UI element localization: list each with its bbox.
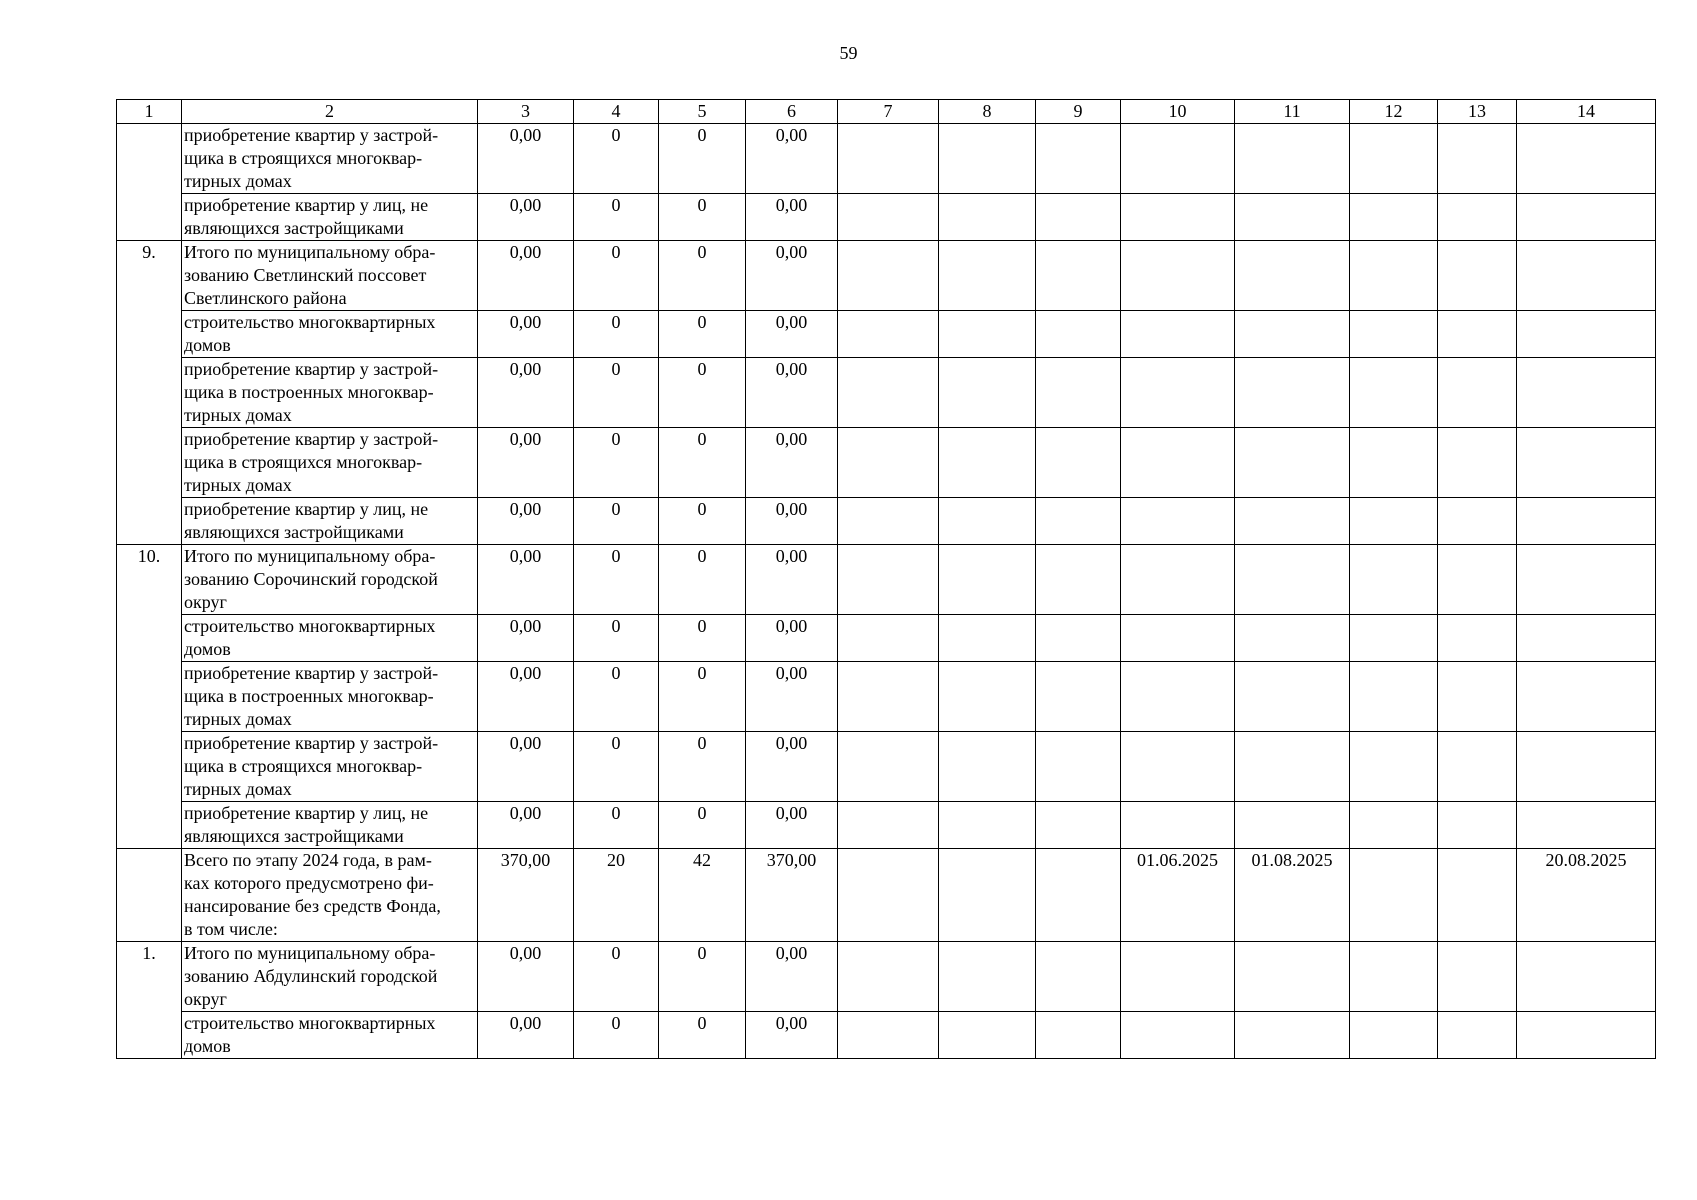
count-cell: 0: [574, 732, 659, 802]
count-cell: 0: [574, 428, 659, 498]
description-cell: приобретение квартир у застрой- щика в построенных многоквар- тирных домах: [182, 358, 478, 428]
amount-cell: 0,00: [746, 942, 838, 1012]
empty-cell: [1438, 732, 1517, 802]
empty-cell: [838, 732, 939, 802]
date-cell: [1517, 942, 1656, 1012]
amount-cell: 0,00: [746, 124, 838, 194]
empty-cell: [1438, 498, 1517, 545]
date-cell: [1121, 311, 1235, 358]
count-cell: 0: [659, 662, 746, 732]
empty-cell: [939, 241, 1036, 311]
amount-cell: 0,00: [478, 498, 574, 545]
empty-cell: [1350, 124, 1438, 194]
date-cell: [1121, 194, 1235, 241]
date-cell: [1235, 942, 1350, 1012]
date-cell: [1235, 802, 1350, 849]
empty-cell: [1438, 1012, 1517, 1059]
empty-cell: [838, 358, 939, 428]
amount-cell: 0,00: [746, 1012, 838, 1059]
date-cell: [1517, 358, 1656, 428]
amount-cell: 0,00: [746, 241, 838, 311]
header-cell: 11: [1235, 100, 1350, 124]
header-cell: 3: [478, 100, 574, 124]
date-cell: [1517, 545, 1656, 615]
date-cell: [1517, 194, 1656, 241]
count-cell: 0: [659, 358, 746, 428]
empty-cell: [1350, 241, 1438, 311]
header-cell: 13: [1438, 100, 1517, 124]
date-cell: [1121, 498, 1235, 545]
date-cell: [1121, 732, 1235, 802]
amount-cell: 0,00: [746, 358, 838, 428]
table-row: [117, 662, 1656, 732]
empty-cell: [838, 194, 939, 241]
count-cell: 0: [659, 124, 746, 194]
empty-cell: [1036, 615, 1121, 662]
empty-cell: [1350, 942, 1438, 1012]
empty-cell: [838, 849, 939, 942]
count-cell: 0: [574, 124, 659, 194]
date-cell: [1517, 241, 1656, 311]
amount-cell: 0,00: [746, 545, 838, 615]
date-cell: [1121, 942, 1235, 1012]
date-cell: [1235, 615, 1350, 662]
count-cell: 20: [574, 849, 659, 942]
empty-cell: [939, 802, 1036, 849]
description-cell: Итого по муниципальному обра- зованию Светлинский поссовет Светлинского района: [182, 241, 478, 311]
header-cell: 4: [574, 100, 659, 124]
date-cell: 20.08.2025: [1517, 849, 1656, 942]
table-row: [117, 241, 1656, 311]
empty-cell: [1036, 849, 1121, 942]
table-row: [117, 615, 1656, 662]
amount-cell: 0,00: [478, 802, 574, 849]
empty-cell: [838, 662, 939, 732]
amount-cell: 0,00: [746, 498, 838, 545]
empty-cell: [1438, 662, 1517, 732]
empty-cell: [1036, 1012, 1121, 1059]
date-cell: [1235, 358, 1350, 428]
amount-cell: 370,00: [746, 849, 838, 942]
count-cell: 0: [659, 732, 746, 802]
empty-cell: [1438, 428, 1517, 498]
amount-cell: 0,00: [478, 311, 574, 358]
header-cell: 1: [117, 100, 182, 124]
row-number-cell: 1.: [117, 942, 182, 1059]
date-cell: [1121, 241, 1235, 311]
row-number-cell: 9.: [117, 241, 182, 545]
empty-cell: [1036, 545, 1121, 615]
empty-cell: [939, 311, 1036, 358]
description-cell: Итого по муниципальному обра- зованию Сорочинский городской округ: [182, 545, 478, 615]
amount-cell: 0,00: [478, 942, 574, 1012]
description-cell: приобретение квартир у лиц, не являющихся застройщиками: [182, 802, 478, 849]
header-cell: 7: [838, 100, 939, 124]
date-cell: [1517, 802, 1656, 849]
empty-cell: [1350, 615, 1438, 662]
empty-cell: [939, 428, 1036, 498]
date-cell: [1121, 662, 1235, 732]
date-cell: [1121, 615, 1235, 662]
amount-cell: 0,00: [478, 662, 574, 732]
date-cell: [1235, 194, 1350, 241]
empty-cell: [1036, 311, 1121, 358]
count-cell: 0: [659, 545, 746, 615]
empty-cell: [939, 358, 1036, 428]
description-cell: приобретение квартир у застрой- щика в строящихся многоквар- тирных домах: [182, 732, 478, 802]
table-row: [117, 124, 1656, 194]
count-cell: 0: [659, 428, 746, 498]
header-cell: 6: [746, 100, 838, 124]
date-cell: [1121, 1012, 1235, 1059]
empty-cell: [838, 124, 939, 194]
table-row: [117, 311, 1656, 358]
date-cell: [1235, 1012, 1350, 1059]
empty-cell: [939, 732, 1036, 802]
count-cell: 0: [574, 545, 659, 615]
date-cell: [1517, 428, 1656, 498]
amount-cell: 0,00: [478, 358, 574, 428]
count-cell: 0: [574, 194, 659, 241]
amount-cell: 0,00: [746, 311, 838, 358]
amount-cell: 0,00: [746, 662, 838, 732]
empty-cell: [1350, 802, 1438, 849]
header-cell: 12: [1350, 100, 1438, 124]
table-row: [117, 849, 1656, 942]
description-cell: Итого по муниципальному обра- зованию Абдулинский городской округ: [182, 942, 478, 1012]
empty-cell: [838, 241, 939, 311]
row-number-cell: 10.: [117, 545, 182, 849]
empty-cell: [1438, 802, 1517, 849]
amount-cell: 0,00: [478, 241, 574, 311]
empty-cell: [1350, 732, 1438, 802]
amount-cell: 0,00: [746, 732, 838, 802]
empty-cell: [939, 1012, 1036, 1059]
empty-cell: [838, 802, 939, 849]
empty-cell: [1350, 545, 1438, 615]
data-table: [116, 99, 1656, 1059]
date-cell: [1121, 124, 1235, 194]
count-cell: 0: [659, 241, 746, 311]
table-row: [117, 428, 1656, 498]
count-cell: 0: [574, 942, 659, 1012]
empty-cell: [939, 194, 1036, 241]
row-number-cell: [117, 849, 182, 942]
table-row: [117, 358, 1656, 428]
empty-cell: [1036, 124, 1121, 194]
amount-cell: 0,00: [478, 545, 574, 615]
header-row: [117, 100, 1656, 124]
empty-cell: [1438, 615, 1517, 662]
description-cell: Всего по этапу 2024 года, в рам- ках которого предусмотрено фи- нансирование без средств Фонда, в том числе:: [182, 849, 478, 942]
header-cell: 8: [939, 100, 1036, 124]
date-cell: [1517, 1012, 1656, 1059]
empty-cell: [838, 615, 939, 662]
empty-cell: [1350, 1012, 1438, 1059]
empty-cell: [1438, 545, 1517, 615]
empty-cell: [1036, 732, 1121, 802]
count-cell: 0: [574, 615, 659, 662]
description-cell: приобретение квартир у застрой- щика в построенных многоквар- тирных домах: [182, 662, 478, 732]
amount-cell: 0,00: [746, 194, 838, 241]
empty-cell: [838, 428, 939, 498]
date-cell: [1235, 124, 1350, 194]
description-cell: строительство многоквартирных домов: [182, 1012, 478, 1059]
count-cell: 0: [574, 662, 659, 732]
empty-cell: [1036, 942, 1121, 1012]
description-cell: строительство многоквартирных домов: [182, 311, 478, 358]
amount-cell: 0,00: [746, 615, 838, 662]
empty-cell: [1036, 662, 1121, 732]
empty-cell: [838, 1012, 939, 1059]
header-cell: 14: [1517, 100, 1656, 124]
date-cell: [1235, 311, 1350, 358]
amount-cell: 0,00: [746, 802, 838, 849]
amount-cell: 370,00: [478, 849, 574, 942]
amount-cell: 0,00: [478, 732, 574, 802]
amount-cell: 0,00: [478, 124, 574, 194]
date-cell: [1517, 311, 1656, 358]
description-cell: приобретение квартир у застрой- щика в строящихся многоквар- тирных домах: [182, 428, 478, 498]
count-cell: 42: [659, 849, 746, 942]
count-cell: 0: [659, 311, 746, 358]
empty-cell: [1350, 194, 1438, 241]
empty-cell: [1438, 124, 1517, 194]
empty-cell: [1350, 498, 1438, 545]
empty-cell: [1036, 194, 1121, 241]
date-cell: [1517, 732, 1656, 802]
header-cell: 9: [1036, 100, 1121, 124]
date-cell: [1121, 545, 1235, 615]
empty-cell: [838, 311, 939, 358]
date-cell: [1235, 498, 1350, 545]
date-cell: [1121, 358, 1235, 428]
table-row: [117, 194, 1656, 241]
count-cell: 0: [574, 311, 659, 358]
date-cell: [1235, 241, 1350, 311]
date-cell: [1235, 428, 1350, 498]
empty-cell: [939, 545, 1036, 615]
count-cell: 0: [574, 802, 659, 849]
empty-cell: [939, 662, 1036, 732]
empty-cell: [1438, 358, 1517, 428]
empty-cell: [838, 545, 939, 615]
page-number: 59: [839, 43, 858, 63]
amount-cell: 0,00: [478, 1012, 574, 1059]
description-cell: приобретение квартир у застрой- щика в строящихся многоквар- тирных домах: [182, 124, 478, 194]
empty-cell: [1036, 241, 1121, 311]
empty-cell: [1350, 662, 1438, 732]
empty-cell: [939, 942, 1036, 1012]
count-cell: 0: [659, 942, 746, 1012]
empty-cell: [838, 942, 939, 1012]
row-number-cell: [117, 124, 182, 241]
empty-cell: [1438, 849, 1517, 942]
table-row: [117, 942, 1656, 1012]
count-cell: 0: [659, 498, 746, 545]
empty-cell: [1438, 942, 1517, 1012]
date-cell: [1235, 662, 1350, 732]
table-row: [117, 1012, 1656, 1059]
empty-cell: [939, 124, 1036, 194]
date-cell: [1517, 498, 1656, 545]
date-cell: [1235, 545, 1350, 615]
amount-cell: 0,00: [478, 615, 574, 662]
empty-cell: [939, 849, 1036, 942]
table-row: [117, 802, 1656, 849]
count-cell: 0: [659, 615, 746, 662]
date-cell: 01.08.2025: [1235, 849, 1350, 942]
empty-cell: [1036, 498, 1121, 545]
date-cell: [1517, 615, 1656, 662]
empty-cell: [1438, 241, 1517, 311]
count-cell: 0: [574, 241, 659, 311]
date-cell: [1121, 802, 1235, 849]
date-cell: [1235, 732, 1350, 802]
empty-cell: [1036, 428, 1121, 498]
header-cell: 10: [1121, 100, 1235, 124]
date-cell: [1121, 428, 1235, 498]
empty-cell: [1350, 428, 1438, 498]
date-cell: [1517, 662, 1656, 732]
table-row: [117, 498, 1656, 545]
header-cell: 2: [182, 100, 478, 124]
amount-cell: 0,00: [478, 428, 574, 498]
description-cell: приобретение квартир у лиц, не являющихся застройщиками: [182, 498, 478, 545]
count-cell: 0: [574, 358, 659, 428]
amount-cell: 0,00: [478, 194, 574, 241]
empty-cell: [1350, 311, 1438, 358]
description-cell: строительство многоквартирных домов: [182, 615, 478, 662]
empty-cell: [1438, 311, 1517, 358]
empty-cell: [1036, 802, 1121, 849]
description-cell: приобретение квартир у лиц, не являющихся застройщиками: [182, 194, 478, 241]
date-cell: 01.06.2025: [1121, 849, 1235, 942]
count-cell: 0: [574, 1012, 659, 1059]
count-cell: 0: [659, 802, 746, 849]
empty-cell: [1036, 358, 1121, 428]
count-cell: 0: [659, 194, 746, 241]
count-cell: 0: [574, 498, 659, 545]
empty-cell: [1438, 194, 1517, 241]
date-cell: [1517, 124, 1656, 194]
empty-cell: [1350, 358, 1438, 428]
empty-cell: [838, 498, 939, 545]
count-cell: 0: [659, 1012, 746, 1059]
empty-cell: [939, 615, 1036, 662]
amount-cell: 0,00: [746, 428, 838, 498]
empty-cell: [1350, 849, 1438, 942]
header-cell: 5: [659, 100, 746, 124]
table-row: [117, 732, 1656, 802]
empty-cell: [939, 498, 1036, 545]
table-row: [117, 545, 1656, 615]
